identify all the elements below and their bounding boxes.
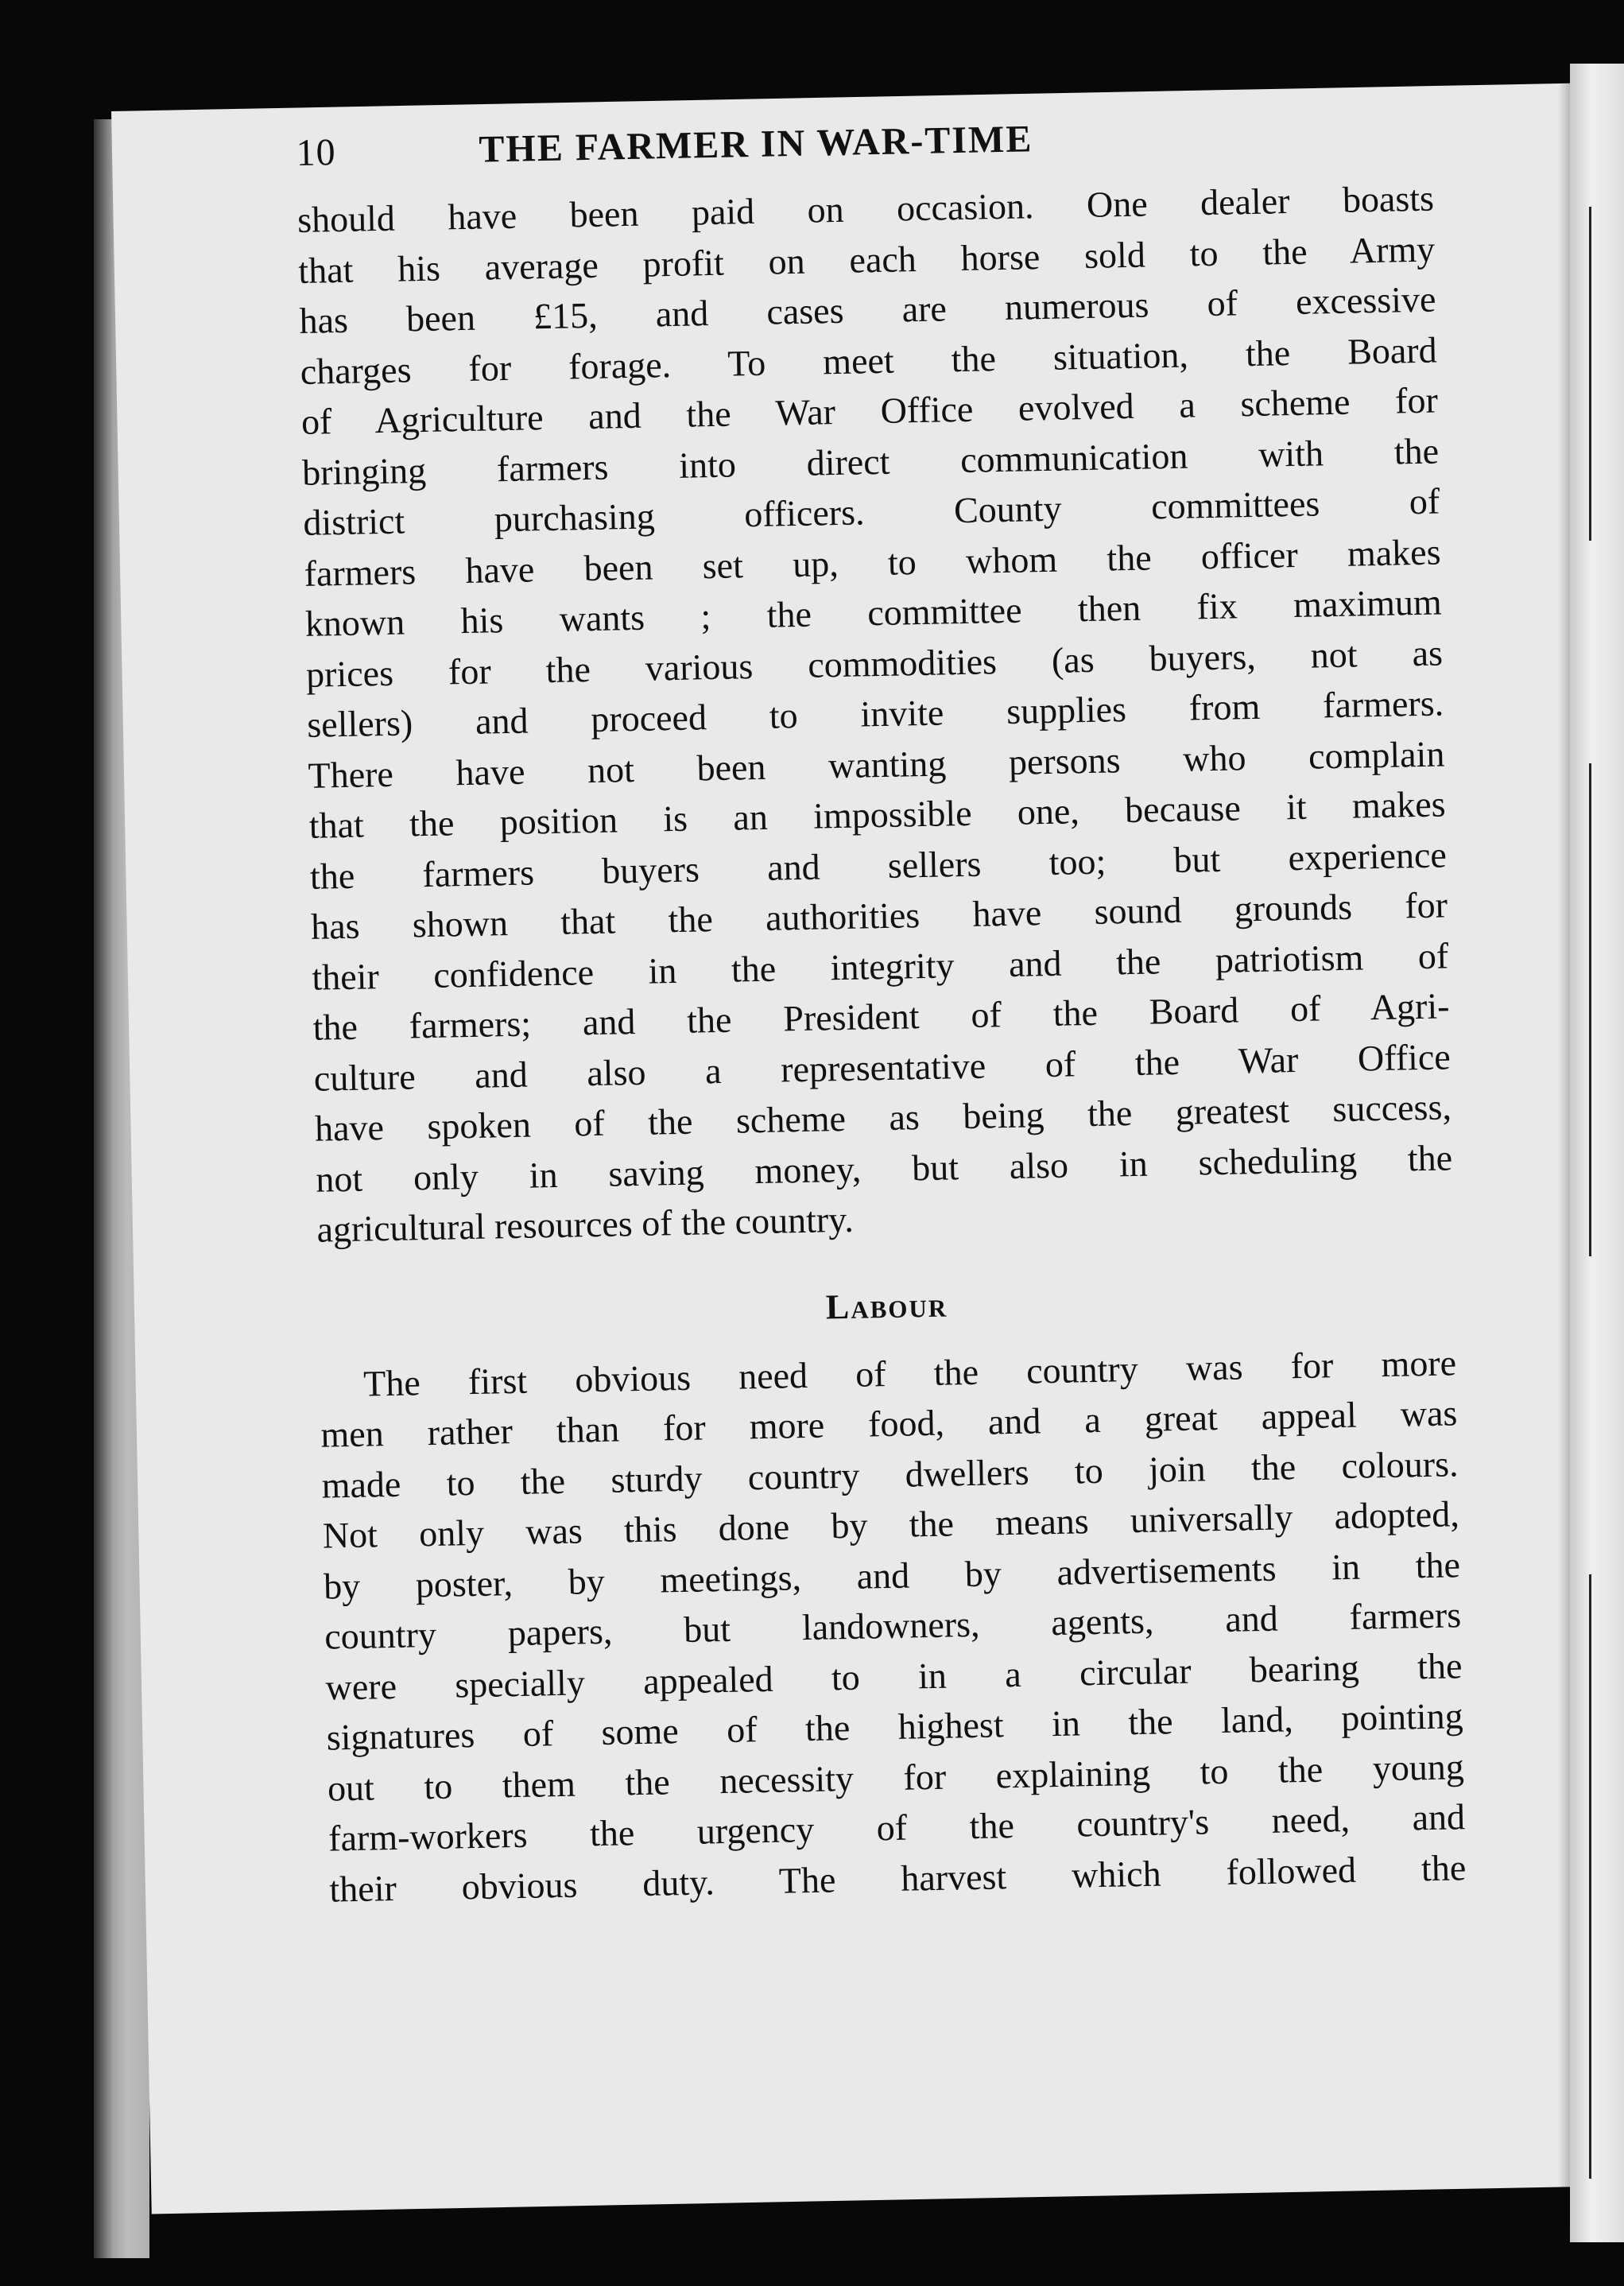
edge-mark [1589, 1574, 1591, 2179]
text-line: their obvious duty. The harvest which followed the [328, 1846, 1467, 1910]
paragraph-horse-dealing [297, 173, 1454, 1256]
text-line: signatures of some of the highest in the land, pointing [326, 1695, 1464, 1758]
text-line: bringing farmers into direct communication with the [301, 429, 1440, 493]
text-line: made to the sturdy country dwellers to join the colours. [321, 1442, 1459, 1506]
text-line: There have not been wanting persons who complain [308, 732, 1445, 796]
text-line: the farmers; and the President of the Board of Agri- [312, 985, 1450, 1048]
text-line: that the position is an impossible one, because it makes [308, 783, 1446, 846]
text-line: district purchasing officers. County committees of [302, 480, 1440, 543]
text-line: has been £15, and cases are numerous of excessive [299, 278, 1436, 341]
text-line: has shown that the authorities have sound grounds for [310, 884, 1448, 947]
text-line: agricultural resources of the country. [316, 1198, 855, 1250]
text-line: prices for the various commodities (as buyers, not as [305, 631, 1444, 695]
page-text [296, 110, 1467, 1915]
text-line: The first obvious need of the country was for more [362, 1341, 1457, 1404]
text-line: have spoken of the scheme as being the greatest success, [314, 1086, 1452, 1149]
paragraph-labour [320, 1337, 1467, 1915]
text-line: farmers have been set up, to whom the officer makes [304, 530, 1441, 594]
right-page-edge [1570, 64, 1624, 2242]
edge-mark [1589, 207, 1591, 541]
text-line: not only in saving money, but also in scheduling the [315, 1136, 1453, 1200]
text-line: culture and also a representative of the War Office [313, 1035, 1452, 1099]
text-line: the farmers buyers and sellers too; but experience [309, 833, 1448, 897]
edge-mark [1589, 763, 1591, 1256]
running-title: THE FARMER IN WAR-TIME [478, 118, 1033, 171]
text-line: were specially appealed to in a circular bearing the [325, 1644, 1463, 1708]
text-line: sellers) and proceed to invite supplies from farmers. [306, 682, 1444, 745]
text-line: men rather than for more food, and a great appeal was [320, 1392, 1458, 1455]
text-line: charges for forage. To meet the situation, the Board [300, 328, 1438, 392]
text-line: farm-workers the urgency of the country's need, and [328, 1796, 1466, 1859]
text-line: known his wants ; the committee then fix maximum [304, 581, 1443, 644]
text-line: should have been paid on occasion. One dealer boasts [297, 177, 1435, 240]
text-line: Not only was this done by the means universally adopted, [322, 1493, 1460, 1556]
text-line: country papers, but landowners, agents, and farmers [324, 1594, 1462, 1657]
text-line: of Agriculture and the War Office evolved a scheme for [300, 379, 1439, 442]
text-line: their confidence in the integrity and the patriotism of [311, 934, 1449, 998]
text-line: by poster, by meetings, and by advertisements in the [323, 1543, 1461, 1607]
text-line: that his average profit on each horse sold to the Army [297, 228, 1436, 291]
page-number: 10 [296, 131, 337, 174]
section-heading: Labour [825, 1285, 948, 1326]
text-line: out to them the necessity for explaining to the young [327, 1745, 1465, 1809]
